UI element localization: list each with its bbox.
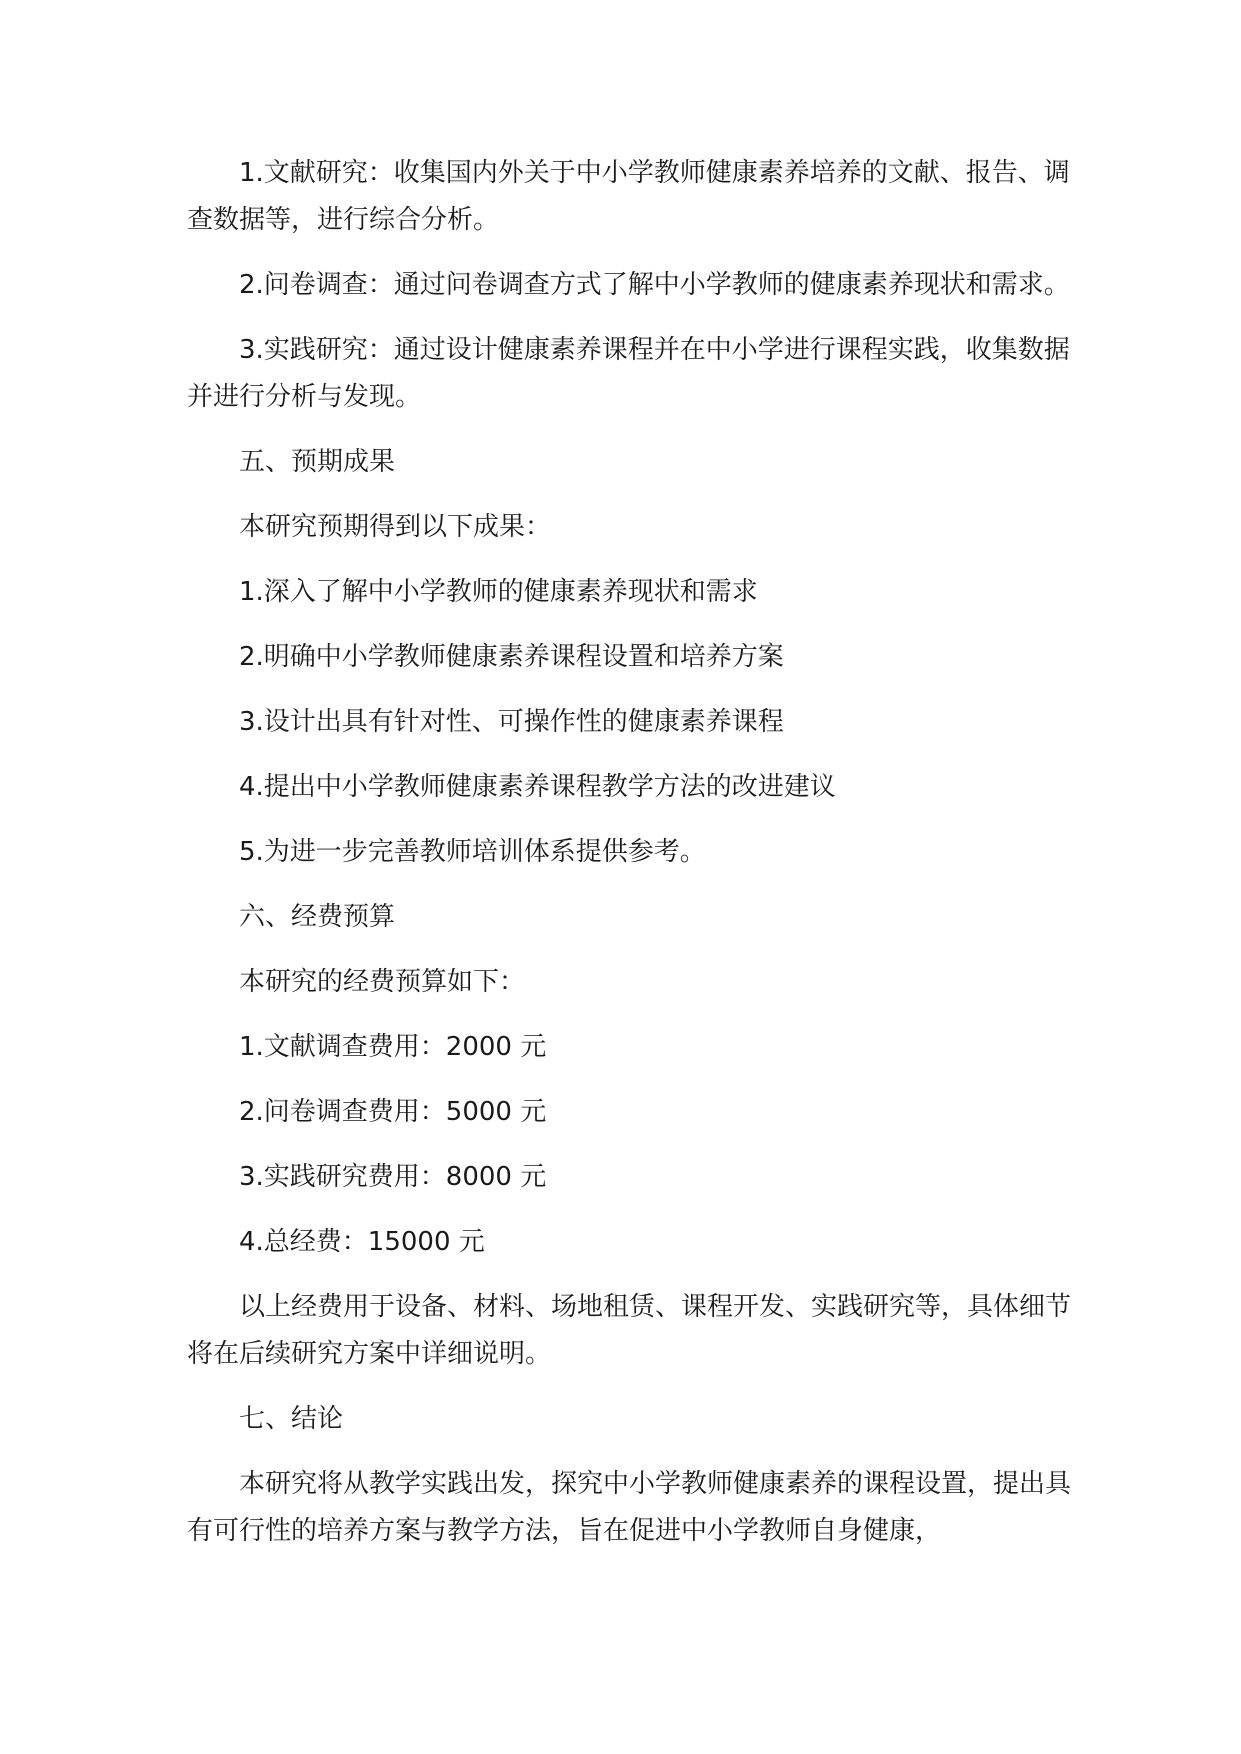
budget-note-paragraph: 以上经费用于设备、材料、场地租赁、课程开发、实践研究等，具体细节将在后续研究方案中详细说明。 (187, 1292, 1072, 1369)
expected-results-intro: 本研究预期得到以下成果： (239, 512, 552, 542)
method-practice-paragraph: 3.实践研究：通过设计健康素养课程并在中小学进行课程实践，收集数据并进行分析与发现。 (187, 335, 1070, 412)
budget-item: 1.文献调查费用：2000 元 (239, 1032, 547, 1062)
expected-result-item: 2.明确中小学教师健康素养课程设置和培养方案 (239, 642, 784, 672)
document-body (187, 150, 1077, 1573)
section-heading-conclusion: 七、结论 (239, 1404, 344, 1434)
expected-result-item: 4.提出中小学教师健康素养课程教学方法的改进建议 (239, 772, 836, 802)
budget-intro: 本研究的经费预算如下： (239, 967, 526, 997)
section-heading-expected-results: 五、预期成果 (239, 447, 396, 477)
method-literature-paragraph: 1.文献研究：收集国内外关于中小学教师健康素养培养的文献、报告、调查数据等，进行综合分析。 (187, 158, 1070, 235)
budget-item: 3.实践研究费用：8000 元 (239, 1162, 547, 1192)
conclusion-paragraph: 本研究将从教学实践出发，探究中小学教师健康素养的课程设置，提出具有可行性的培养方案与教学方法，旨在促进中小学教师自身健康， (187, 1469, 1072, 1546)
method-survey-paragraph: 2.问卷调查：通过问卷调查方式了解中小学教师的健康素养现状和需求。 (239, 270, 1070, 300)
expected-result-item: 1.深入了解中小学教师的健康素养现状和需求 (239, 577, 758, 607)
budget-total: 4.总经费：15000 元 (239, 1227, 485, 1257)
budget-item: 2.问卷调查费用：5000 元 (239, 1097, 547, 1127)
expected-result-item: 3.设计出具有针对性、可操作性的健康素养课程 (239, 707, 784, 737)
section-heading-budget: 六、经费预算 (239, 902, 396, 932)
expected-result-item: 5.为进一步完善教师培训体系提供参考。 (239, 837, 706, 867)
